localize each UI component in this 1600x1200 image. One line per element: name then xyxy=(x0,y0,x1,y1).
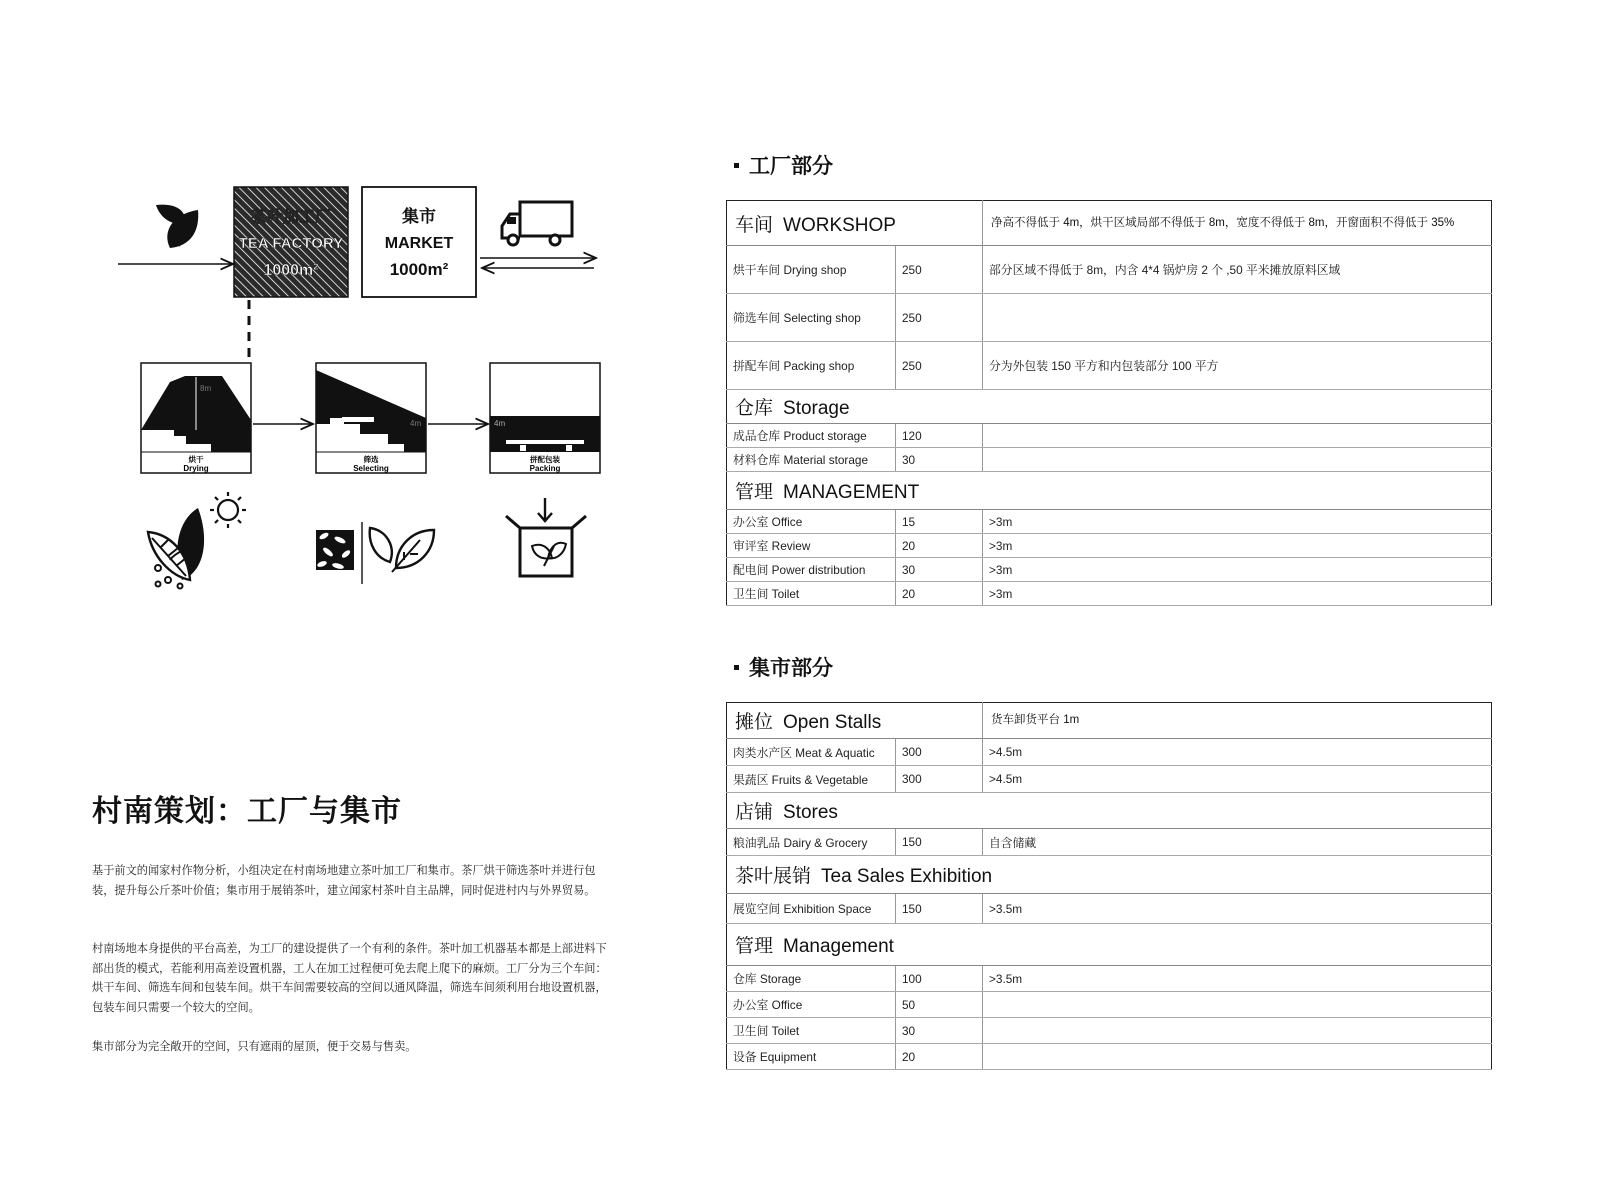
row-note xyxy=(983,992,1492,1018)
tea-sales-zh: 茶叶展销 xyxy=(735,866,812,887)
tea-sales-en: Tea Sales Exhibition xyxy=(821,866,993,887)
bullet-icon xyxy=(734,665,739,670)
row-note: 部分区域不得低于 8m，内含 4*4 锅炉房 2 个 ,50 平米摊放原料区域 xyxy=(983,246,1492,294)
process-diagram xyxy=(0,0,660,640)
table-row xyxy=(727,534,1492,558)
row-note xyxy=(983,1044,1492,1070)
row-name: 配电间 Power distribution xyxy=(727,558,896,582)
row-note: >4.5m xyxy=(983,739,1492,766)
market-heading xyxy=(734,652,833,682)
stores-zh: 店铺 xyxy=(735,802,774,823)
management-en: MANAGEMENT xyxy=(783,482,920,503)
table-row xyxy=(727,739,1492,766)
packing-label-zh: 拼配包装 xyxy=(530,455,560,464)
workshop-note: 净高不得低于 4m，烘干区域局部不得低于 8m，宽度不得低于 8m，开窗面积不得低于 35% xyxy=(983,201,1492,246)
row-note: >3m xyxy=(983,582,1492,606)
row-name: 烘干车间 Drying shop xyxy=(727,246,896,294)
row-area: 120 xyxy=(896,424,983,448)
stalls-header-row xyxy=(727,703,1492,739)
row-name: 办公室 Office xyxy=(727,992,896,1018)
tea-factory-box xyxy=(234,187,348,297)
row-note: 自含储藏 xyxy=(983,829,1492,856)
factory-label-en: TEA FACTORY xyxy=(238,235,344,252)
row-note xyxy=(983,1018,1492,1044)
row-name: 展览空间 Exhibition Space xyxy=(727,894,896,924)
factory-heading-text: 工厂部分 xyxy=(749,155,833,178)
table-row xyxy=(727,582,1492,606)
market-box xyxy=(362,187,476,297)
row-area: 30 xyxy=(896,558,983,582)
drying-label-en: Drying xyxy=(183,464,209,473)
table-row xyxy=(727,1018,1492,1044)
management-header xyxy=(727,472,1492,510)
table-row xyxy=(727,342,1492,390)
row-area: 250 xyxy=(896,246,983,294)
factory-heading xyxy=(734,150,833,180)
row-area: 250 xyxy=(896,294,983,342)
table-row xyxy=(727,829,1492,856)
bullet-icon xyxy=(734,163,739,168)
stalls-zh: 摊位 xyxy=(735,712,774,733)
drying-label-zh: 烘干 xyxy=(188,455,204,464)
row-note: >3.5m xyxy=(983,966,1492,992)
row-note: 分为外包装 150 平方和内包装部分 100 平方 xyxy=(983,342,1492,390)
selecting-height: 4m xyxy=(410,419,422,428)
row-name: 材料仓库 Material storage xyxy=(727,448,896,472)
row-area: 15 xyxy=(896,510,983,534)
market-label-en: MARKET xyxy=(384,235,454,252)
table-row xyxy=(727,510,1492,534)
tea-sales-header xyxy=(727,856,1492,894)
row-area: 30 xyxy=(896,1018,983,1044)
workshop-zh: 车间 xyxy=(735,214,774,236)
storage-en: Storage xyxy=(783,398,850,419)
stage-selecting xyxy=(316,363,426,473)
market-management-zh: 管理 xyxy=(735,936,774,957)
row-name: 果蔬区 Fruits & Vegetable xyxy=(727,766,896,793)
stores-en: Stores xyxy=(783,802,838,823)
box-leaf-icon xyxy=(506,498,586,576)
storage-header xyxy=(727,390,1492,424)
row-name: 成品仓库 Product storage xyxy=(727,424,896,448)
market-management-header xyxy=(727,924,1492,966)
stage-drying xyxy=(141,363,251,473)
row-area: 150 xyxy=(896,894,983,924)
management-header-row xyxy=(727,472,1492,510)
row-area: 150 xyxy=(896,829,983,856)
packing-label-en: Packing xyxy=(529,464,561,473)
management-zh: 管理 xyxy=(735,482,774,503)
tea-sales-header-row xyxy=(727,856,1492,894)
row-note xyxy=(983,424,1492,448)
table-row xyxy=(727,992,1492,1018)
market-heading-text: 集市部分 xyxy=(749,657,833,680)
table-row xyxy=(727,1044,1492,1070)
stalls-en: Open Stalls xyxy=(783,712,882,733)
market-management-header-row xyxy=(727,924,1492,966)
table-row xyxy=(727,966,1492,992)
stalls-note: 货车卸货平台 1m xyxy=(983,703,1492,739)
table-row xyxy=(727,246,1492,294)
factory-label-zh: 茶叶加工厂 xyxy=(250,207,332,226)
stores-header-row xyxy=(727,793,1492,829)
truck-icon xyxy=(502,202,572,245)
table-row xyxy=(727,558,1492,582)
market-label-zh: 集市 xyxy=(402,207,436,227)
row-note: >3m xyxy=(983,510,1492,534)
row-area: 30 xyxy=(896,448,983,472)
leaf-sun-icon xyxy=(148,492,246,589)
stores-header xyxy=(727,793,1492,829)
page-title: 村南策划：工厂与集市 xyxy=(92,794,402,829)
workshop-header xyxy=(727,201,983,246)
row-name: 拼配车间 Packing shop xyxy=(727,342,896,390)
row-note xyxy=(983,294,1492,342)
row-name: 肉类水产区 Meat & Aquatic xyxy=(727,739,896,766)
row-name: 办公室 Office xyxy=(727,510,896,534)
row-note: >4.5m xyxy=(983,766,1492,793)
workshop-en: WORKSHOP xyxy=(783,214,896,236)
workshop-header-row xyxy=(727,201,1492,246)
row-area: 50 xyxy=(896,992,983,1018)
table-row xyxy=(727,424,1492,448)
factory-area: 1000m² xyxy=(263,262,319,279)
row-name: 卫生间 Toilet xyxy=(727,1018,896,1044)
selecting-label-zh: 筛选 xyxy=(363,455,379,464)
packing-height: 4m xyxy=(494,419,506,428)
intro-paragraph-2: 村南场地本身提供的平台高差，为工厂的建设提供了一个有利的条件。茶叶加工机器基本都是上部进料下部出货的模式，若能利用高差设置机器，工人在加工过程便可免去爬上爬下的麻烦。工厂分为三个车间：烘干车间、筛选车间和包装车间。烘干车间需要较高的空间以通风降温，筛选车间须利用台地设置机器，包装车间只需要一个较大的空间。 xyxy=(92,943,607,1014)
market-management-en: Management xyxy=(783,936,894,957)
table-row xyxy=(727,766,1492,793)
factory-table xyxy=(726,200,1492,606)
stage-packing xyxy=(490,363,600,473)
market-area: 1000m² xyxy=(389,260,449,279)
leaf-icon xyxy=(156,205,198,248)
storage-zh: 仓库 xyxy=(735,398,774,419)
table-row xyxy=(727,894,1492,924)
row-name: 筛选车间 Selecting shop xyxy=(727,294,896,342)
row-area: 300 xyxy=(896,766,983,793)
intro-paragraph-1: 基于前文的闻家村作物分析，小组决定在村南场地建立茶叶加工厂和集市。茶厂烘干筛选茶叶并进行包装，提升每公斤茶叶价值；集市用于展销茶叶，建立闻家村茶叶自主品牌，同时促进村内与外界贸易。 xyxy=(92,865,596,897)
table-row xyxy=(727,448,1492,472)
drying-height: 8m xyxy=(200,384,212,393)
row-note: >3m xyxy=(983,534,1492,558)
row-note: >3.5m xyxy=(983,894,1492,924)
table-row xyxy=(727,294,1492,342)
row-area: 300 xyxy=(896,739,983,766)
intro-paragraph-3: 集市部分为完全敞开的空间，只有遮雨的屋顶，便于交易与售卖。 xyxy=(92,1041,417,1053)
row-area: 20 xyxy=(896,1044,983,1070)
row-area: 20 xyxy=(896,534,983,558)
row-name: 仓库 Storage xyxy=(727,966,896,992)
row-area: 20 xyxy=(896,582,983,606)
row-area: 100 xyxy=(896,966,983,992)
stalls-header xyxy=(727,703,983,739)
storage-header-row xyxy=(727,390,1492,424)
row-name: 粮油乳品 Dairy & Grocery xyxy=(727,829,896,856)
row-note xyxy=(983,448,1492,472)
selecting-label-en: Selecting xyxy=(353,464,389,473)
leaf-pattern-icon xyxy=(316,522,434,584)
row-name: 卫生间 Toilet xyxy=(727,582,896,606)
row-area: 250 xyxy=(896,342,983,390)
row-note: >3m xyxy=(983,558,1492,582)
row-name: 审评室 Review xyxy=(727,534,896,558)
row-name: 设备 Equipment xyxy=(727,1044,896,1070)
market-table xyxy=(726,702,1492,1070)
